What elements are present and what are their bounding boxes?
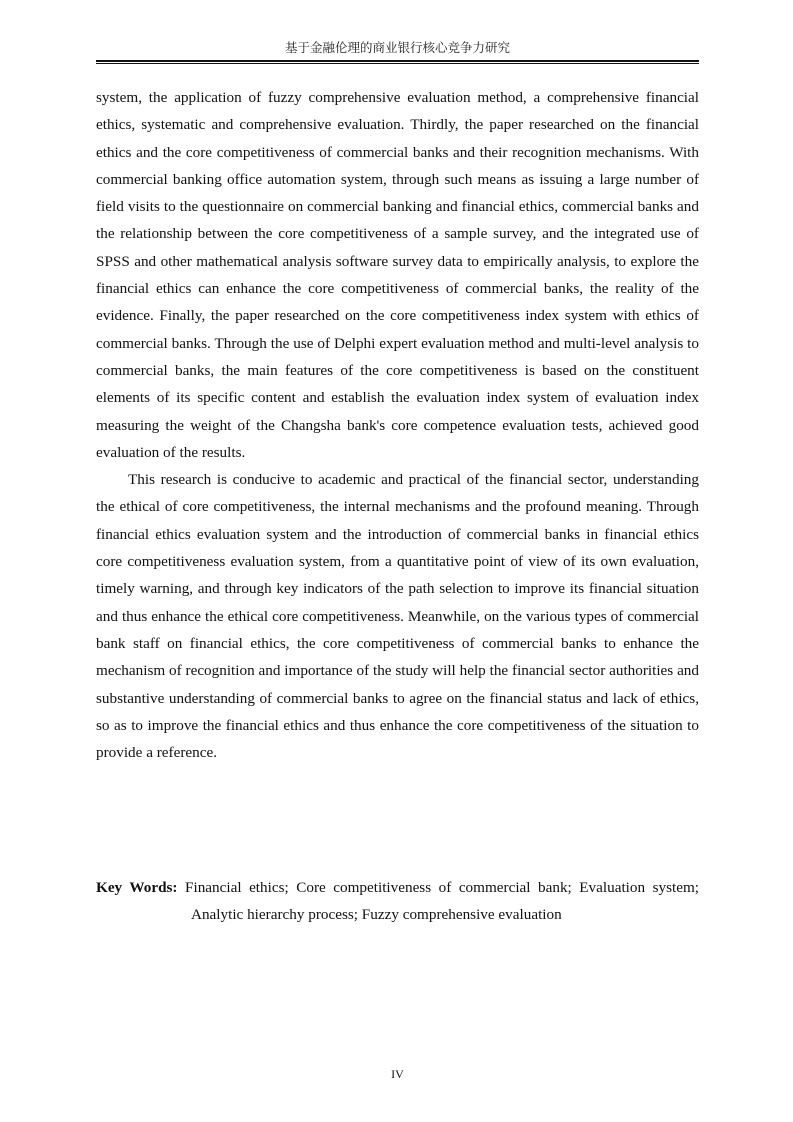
keywords-text: Financial ethics; Core competitiveness of commercial bank; Evaluation system; Analytic hierarchy process; Fuzzy comprehensive evaluation <box>185 879 700 924</box>
keywords-block <box>96 874 699 929</box>
page-number: IV <box>391 1067 404 1081</box>
keywords-label: Key Words: <box>96 879 178 896</box>
header-rule-thick <box>96 60 699 62</box>
abstract-paragraph-2: This research is conducive to academic and practical of the financial sector, understanding the ethical of core competitiveness, the internal mechanisms and the profound meaning. Through financial ethics evaluation system and the introduction of commercial banks in financial ethics core competitiveness evaluation system, from a quantitative point of view of its own evaluation, timely warning, and through key indicators of the path selection to improve its financial situation and thus enhance the ethical core competitiveness. Meanwhile, on the various types of commercial bank staff on financial ethics, the core competitiveness of commercial banks to enhance the mechanism of recognition and importance of the study will help the financial sector authorities and substantive understanding of commercial banks to agree on the financial status and lack of ethics, so as to improve the financial ethics and thus enhance the core competitiveness of the situation to provide a reference. <box>96 471 699 762</box>
running-header: 基于金融伦理的商业银行核心竞争力研究 <box>284 40 510 55</box>
abstract-body <box>96 84 699 766</box>
abstract-paragraph-1: system, the application of fuzzy comprehensive evaluation method, a comprehensive financial ethics, systematic and comprehensive evaluation. Thirdly, the paper researched on the financial ethics and the core competitiveness of commercial banks and their recognition mechanisms. With commercial banking office automation system, through such means as issuing a large number of field visits to the questionnaire on commercial banking and financial ethics, commercial banks and the relationship between the core competitiveness of a sample survey, and the integrated use of SPSS and other mathematical analysis software survey data to empirically analysis, to explore the financial ethics can enhance the core competitiveness of commercial banks, the reality of the evidence. Finally, the paper researched on the core competitiveness index system with ethics of commercial banks. Through the use of Delphi expert evaluation method and multi-level analysis to commercial banks, the main features of the core competitiveness is based on the constituent elements of its specific content and establish the evaluation index system of evaluation index measuring the weight of the Changsha bank's core competence evaluation tests, achieved good evaluation of the results. <box>96 89 699 461</box>
header-rule-thin <box>96 63 699 64</box>
